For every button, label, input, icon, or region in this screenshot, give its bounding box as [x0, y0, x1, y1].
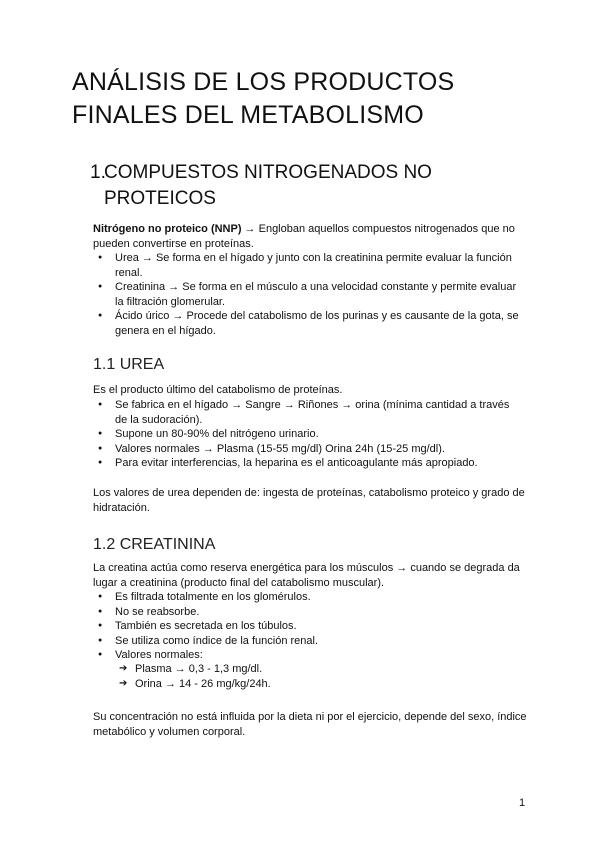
page-number: 1: [519, 797, 526, 809]
subsection-heading-urea: 1.1 UREA: [93, 356, 165, 373]
creatinina-intro: La creatina actúa como reserva energética para los músculos → cuando se degrada da lugar a creatinina (producto final del catabolismo muscular).: [93, 562, 520, 589]
section-heading-text: COMPUESTOS NITROGENADOS NO PROTEICOS: [104, 162, 432, 209]
list-item: ● Se utiliza como índice de la función renal.: [93, 634, 523, 649]
normal-values-label: Valores normales:: [115, 649, 203, 661]
creatinina-closing: Su concentración no está influida por la dieta ni por el ejercicio, depende del sexo, índice metabólico y volumen corporal.: [93, 711, 527, 738]
list-item: ● Para evitar interferencias, la heparina es el anticoagulante más apropiado.: [93, 456, 523, 471]
list-item: ● Es filtrada totalmente en los glomérulos.: [93, 590, 523, 605]
nnp-list: [93, 251, 523, 338]
list-item: ● Urea → Se forma en el hígado y junto con la creatinina permite evaluar la función renal.: [93, 251, 523, 280]
nnp-definition: → Engloban aquellos compuestos nitrogenados que no pueden convertirse en proteínas.: [93, 223, 515, 250]
section-number: 1.: [90, 162, 106, 183]
list-item: ● Se fabrica en el hígado → Sangre → Riñones → orina (mínima cantidad a través de la sudoración).: [93, 398, 523, 427]
sublist-item: ➔ Orina → 14 - 26 mg/kg/24h.: [93, 677, 523, 692]
creatinina-list: [93, 590, 523, 663]
document-title: ANÁLISIS DE LOS PRODUCTOS FINALES DEL METABOLISMO: [72, 68, 455, 129]
list-item: ● Valores normales → Plasma (15-55 mg/dl) Orina 24h (15-25 mg/dl).: [93, 442, 523, 457]
list-item: ● Supone un 80-90% del nitrógeno urinario.: [93, 427, 523, 442]
urea-list: [93, 398, 523, 471]
list-item: ● También es secretada en los túbulos.: [93, 619, 523, 634]
urea-closing: Los valores de urea dependen de: ingesta de proteínas, catabolismo proteico y grado de hidratación.: [93, 487, 525, 514]
urea-intro: Es el producto último del catabolismo de proteínas.: [93, 384, 343, 396]
sublist-item: ➔ Plasma → 0,3 - 1,3 mg/dl.: [93, 662, 523, 677]
list-item: ● Creatinina → Se forma en el músculo a una velocidad constante y permite evaluar la filtración glomerular.: [93, 280, 523, 309]
nnp-paragraph: [93, 222, 528, 251]
list-item: [93, 648, 523, 663]
list-item: ● No se reabsorbe.: [93, 605, 523, 620]
nnp-term: Nitrógeno no proteico (NNP): [93, 223, 242, 235]
normal-values-sublist: [93, 662, 523, 691]
list-item: ● Ácido úrico → Procede del catabolismo de los purinas y es causante de la gota, se genera en el hígado.: [93, 309, 523, 338]
subsection-heading-creatinina: 1.2 CREATININA: [93, 536, 216, 553]
section-heading-1: [90, 160, 544, 212]
